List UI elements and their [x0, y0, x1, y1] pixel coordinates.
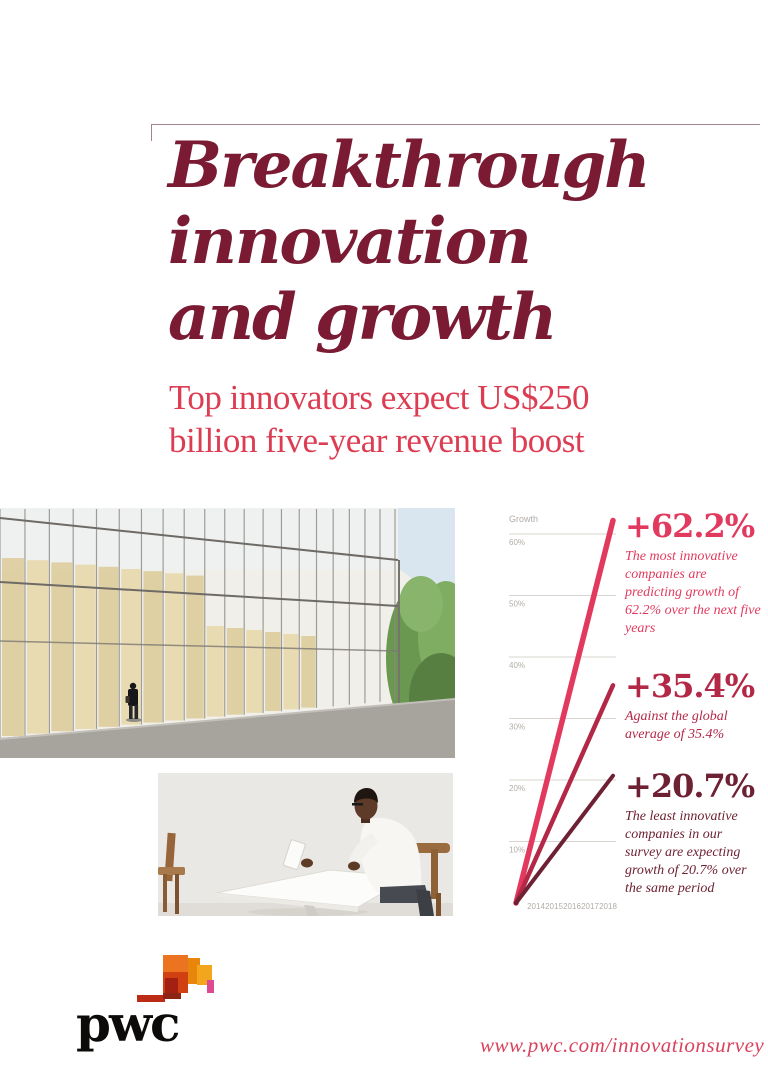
building-photo	[0, 508, 455, 758]
svg-text:40%: 40%	[509, 661, 526, 670]
page-title	[168, 128, 748, 356]
annotation-value: +35.4%	[625, 667, 755, 705]
svg-text:Growth: Growth	[509, 514, 539, 524]
annotation-most-innovative	[625, 509, 761, 638]
svg-text:60%: 60%	[509, 538, 526, 547]
svg-text:2017: 2017	[581, 902, 599, 911]
svg-text:50%: 50%	[509, 599, 526, 609]
reader-photo	[158, 773, 453, 916]
annotation-global-average	[625, 669, 761, 744]
annotation-text: The least innovative companies in our survey are expecting growth of 20.7% over the same period	[625, 809, 747, 896]
annotation-least-innovative	[625, 769, 761, 898]
annotation-text: Against the global average of 35.4%	[625, 709, 728, 742]
title-line-1: Breakthrough	[168, 128, 649, 203]
annotation-value: +62.2%	[625, 507, 755, 545]
header-rule	[151, 124, 760, 125]
annotation-text: The most innovative companies are predicting growth of 62.2% over the next five years	[625, 549, 761, 636]
svg-text:2016: 2016	[563, 902, 581, 911]
website-url: www.pwc.com/innovationsurvey	[480, 1033, 765, 1057]
svg-text:10%: 10%	[509, 845, 526, 855]
page-subtitle	[169, 376, 749, 462]
subtitle-line-2: billion five-year revenue boost	[169, 421, 585, 460]
subtitle-line-1: Top innovators expect US$250	[169, 378, 590, 417]
pwc-logo-wordmark: pwc	[76, 994, 179, 1053]
annotation-value: +20.7%	[625, 767, 755, 805]
title-line-2: innovation	[168, 204, 530, 279]
header-rule-tick	[151, 124, 152, 141]
svg-text:2018: 2018	[599, 902, 617, 911]
svg-text:2015: 2015	[545, 902, 563, 911]
svg-text:2014: 2014	[527, 902, 545, 911]
title-line-3: and growth	[168, 280, 556, 355]
svg-text:30%: 30%	[509, 722, 526, 732]
svg-text:20%: 20%	[509, 784, 526, 793]
